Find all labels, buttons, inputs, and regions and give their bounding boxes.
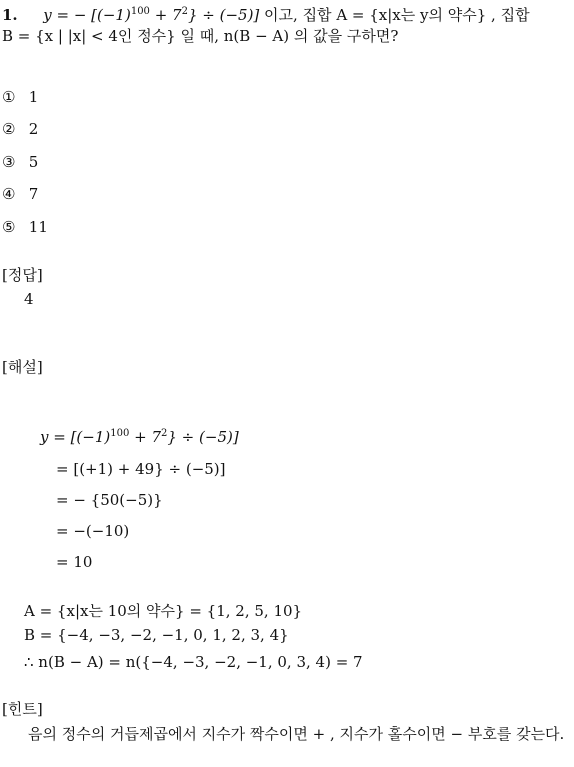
equation-step-4: = −(−10) — [56, 522, 130, 540]
choice-1[interactable] — [2, 88, 38, 106]
choice-value: 7 — [28, 185, 39, 203]
choice-2[interactable] — [2, 120, 38, 138]
choice-mark: ④ — [2, 185, 16, 203]
choice-mark: ② — [2, 120, 16, 138]
choice-mark: ③ — [2, 153, 16, 171]
question-line-1: 1. y = − $[(-1)^{100} + 7^2\} \div (-5)$] 이고, 집합 A = {x|x는 y의 약수} , 집합 — [2, 6, 530, 24]
question-number: 1. — [2, 6, 18, 24]
hint-label: [힌트] — [2, 700, 43, 718]
set-a-definition: A = {x|x는 10의 약수} = {1, 2, 5, 10} — [24, 602, 303, 620]
equation-step-2: = [(+1) + 49} ÷ (−5)] — [56, 460, 226, 478]
answer-label: [정답] — [2, 266, 43, 284]
set-b-definition: B = {−4, −3, −2, −1, 0, 1, 2, 3, 4} — [24, 626, 289, 644]
choice-3[interactable] — [2, 153, 38, 171]
choice-5[interactable] — [2, 218, 48, 236]
choice-value: 1 — [28, 88, 39, 106]
equation-step-3: = − {50(−5)} — [56, 491, 163, 509]
equation-step-5: = 10 — [56, 553, 93, 571]
conclusion: ∴ n(B − A) = n({−4, −3, −2, −1, 0, 3, 4) = 7 — [24, 653, 363, 671]
choice-value: 11 — [28, 218, 48, 236]
choice-value: 5 — [28, 153, 39, 171]
explanation-label: [해설] — [2, 358, 43, 376]
choice-mark: ① — [2, 88, 16, 106]
question-line-2: B = {x | |x| < 4인 정수} 일 때, n(B − A) 의 값을 구하면? — [2, 27, 399, 45]
equation-step-1: $y = [(-1)^{100} + 7^2\} \div (-5)$] — [40, 428, 239, 446]
hint-text: 음의 정수의 거듭제곱에서 지수가 짝수이면 + , 지수가 홀수이면 − 부호를 갖는다. — [28, 725, 565, 743]
choice-mark: ⑤ — [2, 218, 16, 236]
answer-value: 4 — [24, 290, 34, 308]
choice-value: 2 — [28, 120, 39, 138]
choice-4[interactable] — [2, 185, 38, 203]
